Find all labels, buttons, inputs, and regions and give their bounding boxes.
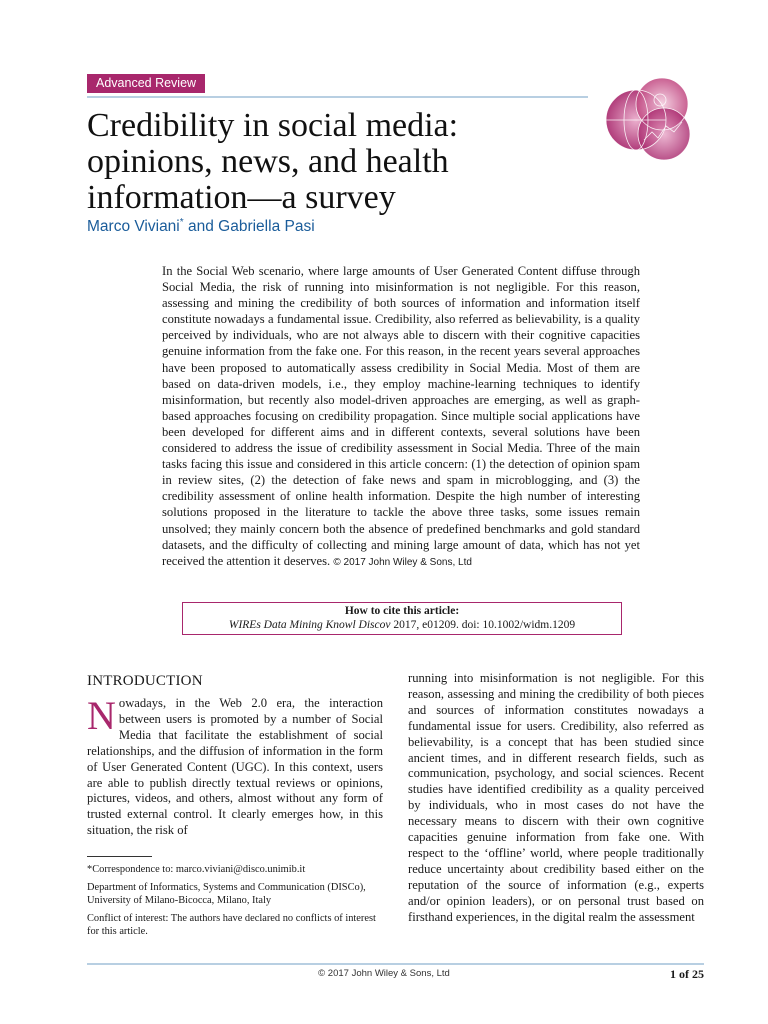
affiliation-note: Department of Informatics, Systems and Communication (DISCo), University of Milano-Bicocca, Milano, Italy (87, 882, 366, 906)
body-paragraph (87, 693, 383, 839)
author-name[interactable]: Gabriella Pasi (218, 218, 315, 236)
correspondence-note: *Correspondence to: marco.viviani@disco.unimib.it (87, 864, 306, 875)
citation-journal: WIREs Data Mining Knowl Discov (228, 619, 391, 631)
body-column-left (87, 672, 383, 839)
footnote-divider (87, 856, 152, 857)
abstract (162, 263, 640, 571)
abstract-text: In the Social Web scenario, where large amounts of User Generated Content diffuse through Social Media, the risk of running into misinformation is not negligible. For this reason, assessing and mining the credibility of both sources of information and information itself constitute nowadays a fundamental issue. Credibility, also referred as believability, is a quality perceived by individuals, who are not always able to discern with their cognitive capacities genuine information from the fake one. For this reason, in the recent years several approaches have been proposed to automatically assess credibility in Social Media. Most of them are based on data-driven models, i.e., they employ machine-learning techniques to identify misinformation, but recently also model-driven approaches are emerging, as well as graph-based approaches focusing on credibility propagation. Since multiple social applications have been developed for different aims and in different contexts, several solutions have been considered to address the issue of credibility assessment in Social Media. Three of the main tasks facing this issue and considered in this article concern: (1) the detection of opinion spam in review sites, (2) the detection of fake news and spam in microblogging, and (3) the credibility assessment of online health information. Despite the high number of interesting solutions proposed in the literature to tackle the above three tasks, some issues remain unsolved; they mainly concern both the absence of predefined benchmarks and gold standard datasets, and the difficulty of collecting and mining large amount of data, which has not yet received the attention it deserves. (162, 264, 640, 568)
footer-divider (87, 963, 704, 965)
author-list (87, 217, 315, 236)
conflict-note: Conflict of interest: The authors have declared no conflicts of interest for this article. (87, 913, 376, 937)
journal-logo-icon (600, 70, 700, 170)
citation-box (182, 602, 622, 635)
citation-details[interactable]: 2017, e01209. doi: 10.1002/widm.1209 (390, 619, 576, 631)
correspondence-mark: * (179, 217, 184, 228)
citation-text (183, 618, 621, 633)
footnotes (87, 864, 383, 944)
body-column-right (408, 671, 704, 926)
page-number: 1 of 25 (670, 967, 704, 981)
footer-copyright: © 2017 John Wiley & Sons, Ltd (318, 968, 450, 979)
author-separator: and (183, 218, 219, 236)
abstract-copyright: © 2017 John Wiley & Sons, Ltd (333, 556, 472, 568)
article-title: Credibility in social media: opinions, news, and health information—a survey (87, 107, 459, 216)
citation-heading: How to cite this article: (344, 605, 460, 617)
drop-cap: N (87, 693, 116, 738)
article-type-badge: Advanced Review (87, 74, 205, 93)
section-heading: INTRODUCTION (87, 673, 203, 689)
body-paragraph: running into misinformation is not negligible. For this reason, assessing and mining the credibility of both pieces and sources of information constitutes nowadays a fundamental issue for users. Credibility, also referred as believability, is a concept that has been studied since ancient times, and in different research fields, such as communication, psychology, and social sciences. Recent studies have identified credibility as a quality perceived by individuals, who in most cases do not have the necessary means to discern with their own cognitive capacities genuine information from fake one. With respect to the ‘offline’ world, where people traditionally reduce uncertainty about credibility based either on the reputation of the source of information (e.g., experts and/or opinion leaders), or on personal trust based on firsthand experiences, in the digital realm the assessment (408, 671, 704, 924)
author-name[interactable]: Marco Viviani (87, 218, 180, 236)
header-divider (87, 96, 588, 98)
body-text: owadays, in the Web 2.0 era, the interaction between users is promoted by a number of Social Media that facilitate the establishment of social relationships, and the diffusion of information in the form of User Generated Content (UGC). In this context, users are able to publish directly textual reviews or opinions, pictures, videos, and others, almost without any form of trusted external control. It clearly emerges how, in this situation, the risk of (87, 696, 383, 838)
